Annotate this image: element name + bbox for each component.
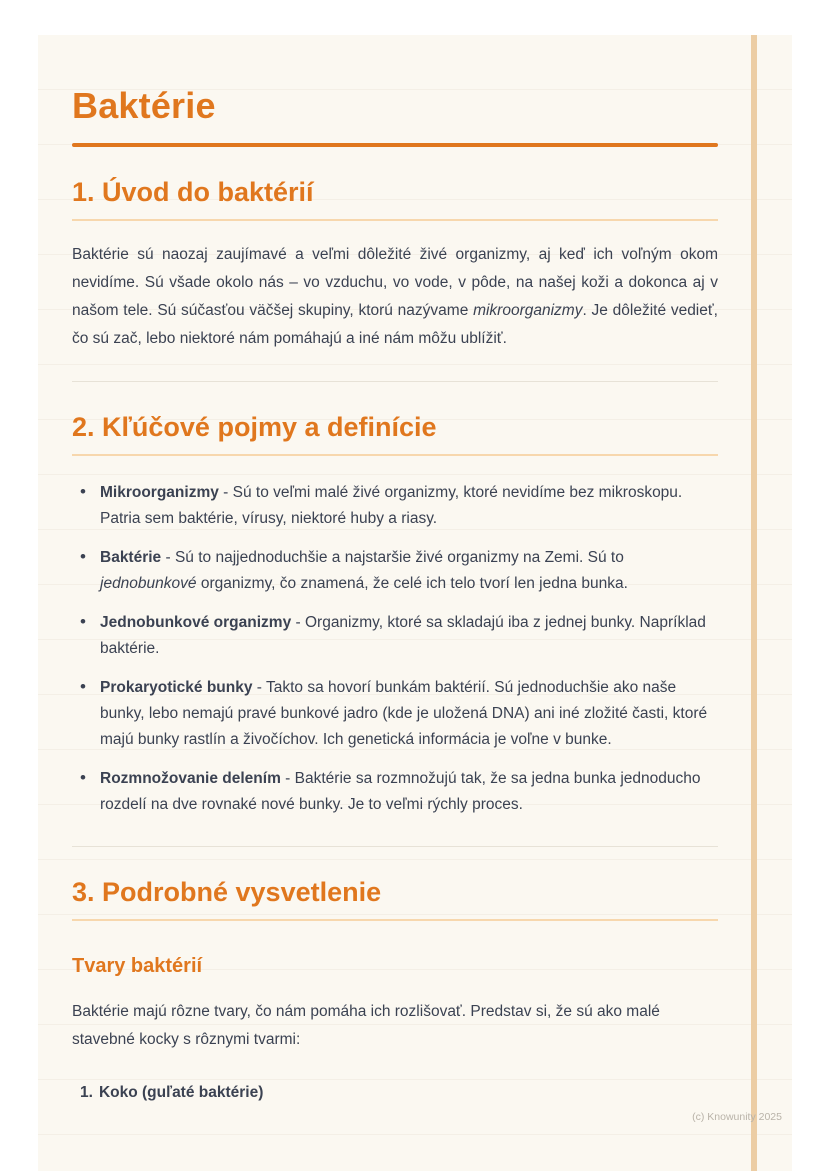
section-heading-detail: 3. Podrobné vysvetlenie	[72, 877, 718, 921]
section-divider-1	[72, 381, 718, 382]
intro-paragraph-part1: Baktérie sú naozaj zaujímavé a veľmi dôležité živé organizmy, aj keď ich voľným okom nevidíme. Sú všade okolo nás – vo vzduchu, vo vode, v pôde, na našej koži a dokonca aj v našom tele. Sú súčasťou väčšej skupiny, ktorú nazývame	[72, 246, 718, 319]
definitions-list	[72, 480, 718, 818]
numbered-list-item	[72, 1080, 718, 1106]
intro-paragraph	[72, 241, 718, 353]
term-definition-italic: jednobunkové	[100, 575, 197, 592]
shapes-paragraph: Baktérie majú rôzne tvary, čo nám pomáha ich rozlišovať. Predstav si, že sú ako malé stavebné kocky s rôznymi tvarmi:	[72, 1003, 660, 1048]
title-underline-rule	[72, 143, 718, 147]
term-definition: - Baktérie sa rozmnožujú tak, že sa jedna bunka jednoducho rozdelí na dve rovnaké nové bunky. Je to veľmi rýchly proces.	[100, 770, 701, 813]
section-heading-terms: 2. Kľúčové pojmy a definície	[72, 412, 718, 456]
document-page	[38, 35, 792, 1171]
intro-paragraph-part2: . Je dôležité vedieť, čo sú zač, lebo niektoré nám pomáhajú a iné nám môžu ublížiť.	[72, 302, 718, 347]
document-content	[38, 35, 718, 1106]
list-item-term: Koko (guľaté baktérie)	[98, 1084, 264, 1101]
list-item	[80, 675, 718, 753]
term-label: Baktérie	[100, 549, 162, 566]
term-label: Rozmnožovanie delením	[100, 770, 281, 787]
term-definition: - Sú to najjednoduchšie a najstaršie živé organizmy na Zemi. Sú to	[161, 549, 624, 566]
term-label: Prokaryotické bunky	[100, 679, 253, 696]
page-edge-accent	[751, 35, 757, 1171]
list-item	[80, 766, 718, 818]
intro-paragraph-italic: mikroorganizmy	[473, 302, 583, 319]
term-label: Jednobunkové organizmy	[100, 614, 292, 631]
list-item	[80, 610, 718, 662]
section-divider-2	[72, 846, 718, 847]
subsection-heading-shapes: Tvary baktérií	[72, 955, 203, 977]
term-definition: - Sú to veľmi malé živé organizmy, ktoré nevidíme bez mikroskopu. Patria sem baktérie, vírusy, niektoré huby a riasy.	[100, 484, 683, 527]
term-label: Mikroorganizmy	[100, 484, 219, 501]
section-heading-intro: 1. Úvod do baktérií	[72, 177, 718, 221]
term-definition: - Organizmy, ktoré sa skladajú iba z jednej bunky. Napríklad baktérie.	[100, 614, 706, 657]
list-item-number: 1.	[80, 1084, 93, 1101]
document-title: Baktérie	[72, 85, 216, 126]
list-item	[80, 545, 718, 597]
list-item	[80, 480, 718, 532]
term-definition-continued: organizmy, čo znamená, že celé ich telo tvorí len jedna bunka.	[196, 575, 628, 592]
term-definition: - Takto sa hovorí bunkám baktérií. Sú jednoduchšie ako naše bunky, lebo nemajú pravé bunkové jadro (kde je uložená DNA) ani iné zložité časti, ktoré majú bunky rastlín a živočíchov. Ich genetická informácia je voľne v bunke.	[100, 679, 708, 748]
copyright-footer: (c) Knowunity 2025	[692, 1111, 782, 1123]
